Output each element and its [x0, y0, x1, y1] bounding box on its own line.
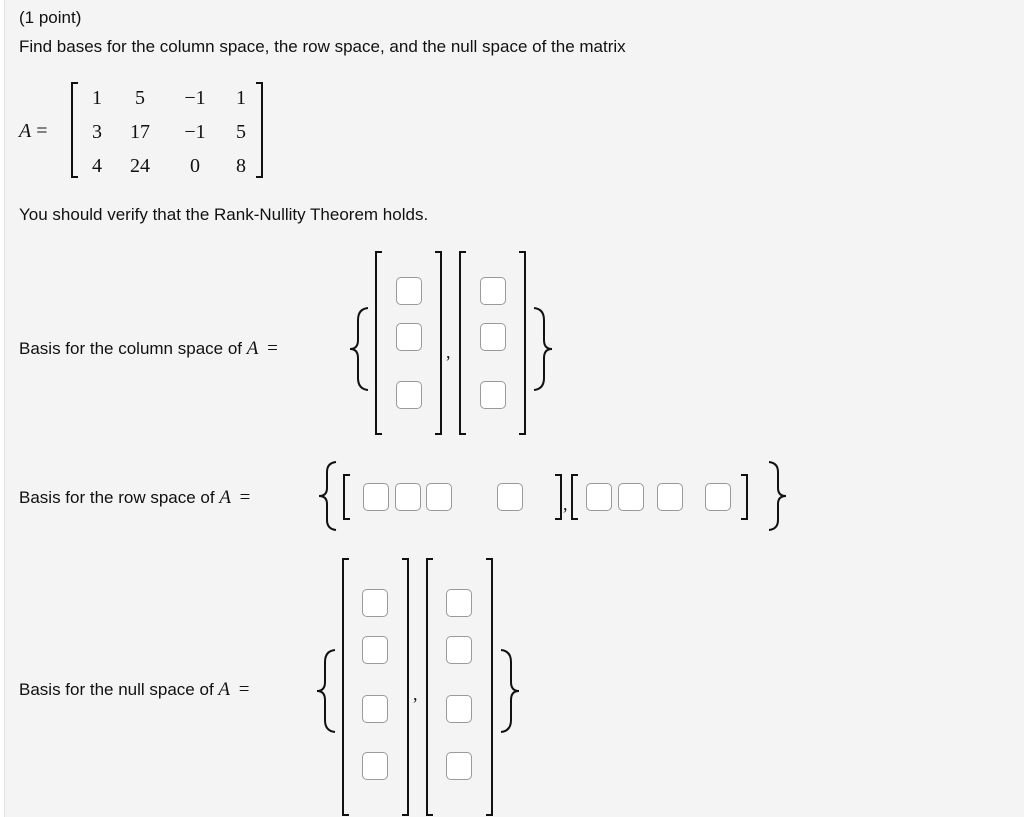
null-space-comma: ,	[413, 684, 418, 704]
null-vector-1-entry-3[interactable]	[362, 695, 388, 723]
row-vector-2-entry-1[interactable]	[586, 483, 612, 511]
row-vector-1-right-bracket	[555, 474, 562, 520]
column-vector-1-entry-1[interactable]	[396, 277, 422, 305]
null-vector-2-entry-2[interactable]	[446, 636, 472, 664]
row-vector-1-entry-3[interactable]	[426, 483, 452, 511]
column-vector-1-entry-2[interactable]	[396, 323, 422, 351]
problem-panel	[4, 0, 1024, 817]
matrix-cell: 17	[130, 121, 150, 143]
null-space-right-brace	[497, 648, 521, 734]
matrix-cell: 5	[236, 121, 246, 143]
matrix-cell: −1	[184, 121, 206, 143]
row-space-label: Basis for the row space of A =	[19, 487, 251, 508]
null-vector-1-right-bracket	[402, 558, 409, 816]
null-space-left-brace	[315, 648, 339, 734]
matrix-cell: 3	[92, 121, 102, 143]
null-space-label: Basis for the null space of A =	[19, 679, 250, 700]
column-vector-2-right-bracket	[519, 251, 526, 435]
column-vector-2-entry-1[interactable]	[480, 277, 506, 305]
question-text: Find bases for the column space, the row space, and the null space of the matrix	[19, 37, 626, 56]
null-vector-2-left-bracket	[426, 558, 433, 816]
rank-nullity-note: You should verify that the Rank-Nullity Theorem holds.	[19, 205, 429, 224]
row-space-comma: ,	[563, 494, 568, 514]
row-vector-2-left-bracket	[571, 474, 578, 520]
row-space-left-brace	[317, 460, 339, 532]
column-space-comma: ,	[446, 342, 451, 362]
matrix-cell: 1	[92, 87, 102, 109]
matrix-cell: −1	[184, 87, 206, 109]
column-vector-1-right-bracket	[435, 251, 442, 435]
row-vector-2-entry-2[interactable]	[618, 483, 644, 511]
row-vector-2-entry-4[interactable]	[705, 483, 731, 511]
matrix-equals: =	[36, 120, 48, 142]
null-vector-1-left-bracket	[342, 558, 349, 816]
row-vector-2-entry-3[interactable]	[657, 483, 683, 511]
row-space-right-brace	[766, 460, 788, 532]
points-label: (1 point)	[19, 8, 82, 27]
null-vector-2-entry-4[interactable]	[446, 752, 472, 780]
matrix-a	[5, 80, 285, 180]
matrix-cell: 0	[190, 155, 200, 177]
column-space-right-brace	[530, 306, 554, 392]
row-vector-1-entry-2[interactable]	[395, 483, 421, 511]
matrix-cell: 1	[236, 87, 246, 109]
matrix-cell: 4	[92, 155, 102, 177]
column-vector-1-entry-3[interactable]	[396, 381, 422, 409]
null-vector-1-entry-1[interactable]	[362, 589, 388, 617]
null-vector-2-right-bracket	[486, 558, 493, 816]
matrix-cell: 24	[130, 155, 150, 177]
row-vector-1-entry-1[interactable]	[363, 483, 389, 511]
column-vector-2-entry-2[interactable]	[480, 323, 506, 351]
row-vector-1-entry-4[interactable]	[497, 483, 523, 511]
row-vector-2-right-bracket	[741, 474, 748, 520]
null-vector-2-entry-3[interactable]	[446, 695, 472, 723]
column-space-label: Basis for the column space of A =	[19, 338, 278, 359]
row-vector-1-left-bracket	[343, 474, 350, 520]
column-space-left-brace	[348, 306, 372, 392]
matrix-cell: 5	[135, 87, 145, 109]
matrix-cell: 8	[236, 155, 246, 177]
column-vector-2-left-bracket	[459, 251, 466, 435]
null-vector-2-entry-1[interactable]	[446, 589, 472, 617]
column-vector-1-left-bracket	[375, 251, 382, 435]
null-vector-1-entry-2[interactable]	[362, 636, 388, 664]
column-vector-2-entry-3[interactable]	[480, 381, 506, 409]
null-vector-1-entry-4[interactable]	[362, 752, 388, 780]
matrix-label: A	[19, 120, 32, 142]
